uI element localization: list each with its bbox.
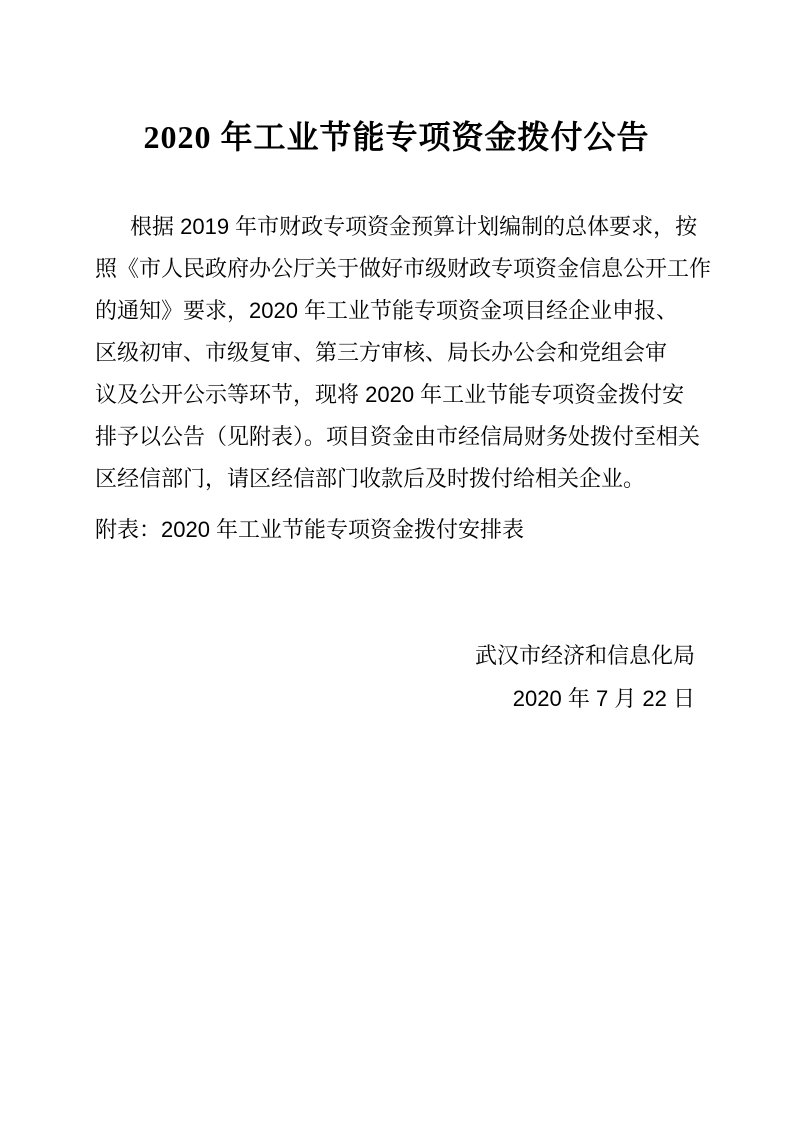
body-line: 照《市人民政府办公厅关于做好市级财政专项资金信息公开工作 <box>95 256 712 281</box>
signature-block <box>95 634 695 720</box>
body-paragraph <box>95 206 710 500</box>
body-line: 排予以公告（见附表）。项目资金由市经信局财务处拨付至相关 <box>95 424 701 449</box>
signature-organization: 武汉市经济和信息化局 <box>474 643 695 668</box>
attachment-note: 附表：2020 年工业节能专项资金拨付安排表 <box>95 517 525 542</box>
document-title: 2020 年工业节能专项资金拨付公告 <box>143 119 650 156</box>
body-line: 区级初审、市级复审、第三方审核、局长办公会和党组会审 <box>95 340 668 365</box>
body-line: 区经信部门，请区经信部门收款后及时拨付给相关企业。 <box>95 466 646 491</box>
body-line: 议及公开公示等环节，现将 2020 年工业节能专项资金拨付安 <box>95 382 685 407</box>
body-line: 的通知》要求，2020 年工业节能专项资金项目经企业申报、 <box>95 298 679 323</box>
body-line: 根据 2019 年市财政专项资金预算计划编制的总体要求，按 <box>130 214 698 239</box>
signature-date: 2020 年 7 月 22 日 <box>512 686 695 711</box>
